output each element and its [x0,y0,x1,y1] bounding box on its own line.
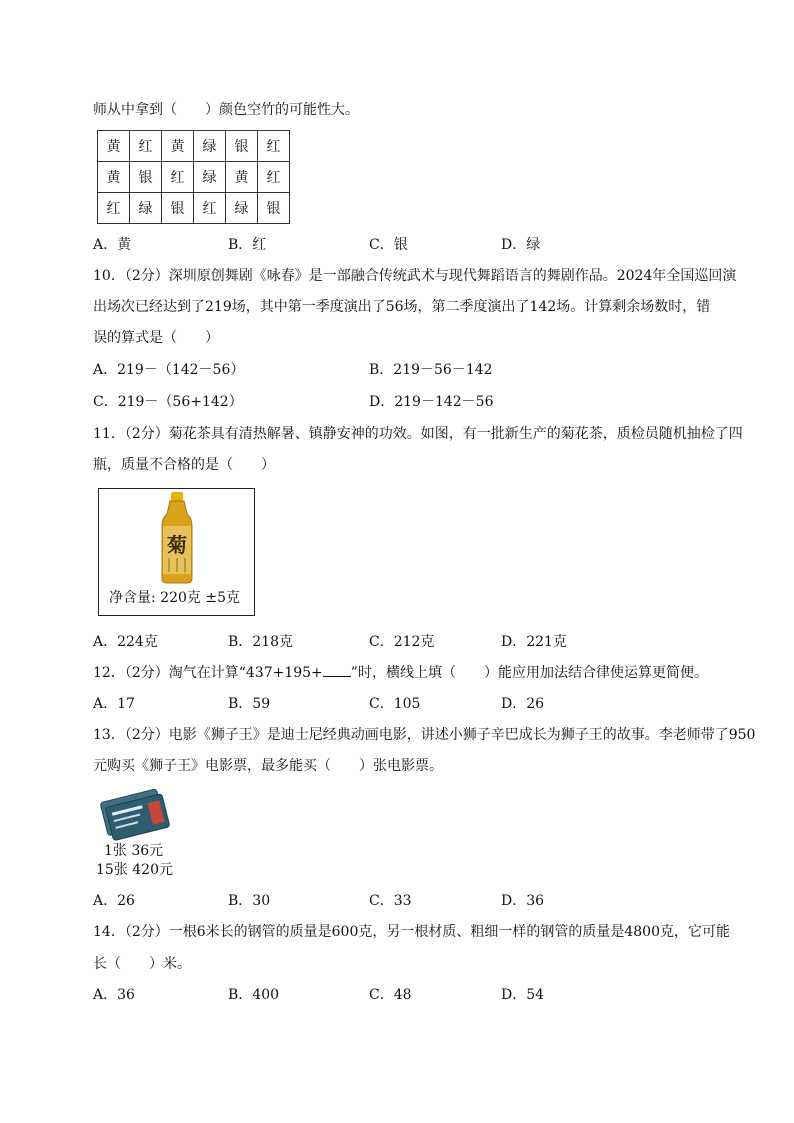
q11-option-b[interactable]: B．218克 [228,634,294,650]
grid-cell: 黄 [226,162,258,193]
q10-option-a[interactable]: A．219－（142－56） [93,362,245,378]
q14-line1: 14．（2分）一根6米长的钢管的质量是600克，另一根材质、粗细一样的钢管的质量是4800克，它可能 [93,924,730,940]
answer-blank [323,663,351,677]
q9-option-c[interactable]: C．银 [369,237,408,253]
q12-text-post: ”时，横线上填（ ）能应用加法结合律使运算更简便。 [350,665,708,681]
q13-line1: 13．（2分）电影《狮子王》是迪士尼经典动画电影，讲述小狮子辛巴成长为狮子王的故事。李老师带了950 [93,727,756,743]
bottle-label-text: 菊 [167,533,187,557]
q10-option-b[interactable]: B．219－56－142 [369,362,493,378]
q14-option-a[interactable]: A．36 [93,987,135,1003]
tea-bottle-image [157,492,197,584]
table-row [98,162,290,193]
price-single: 1张 36元 [104,843,164,859]
q10-line1: 10．（2分）深圳原创舞剧《咏春》是一部融合传统武术与现代舞蹈语言的舞剧作品。2024年全国巡回演 [93,268,737,284]
grid-cell: 红 [130,131,162,162]
q14-line2: 长（ ）米。 [93,956,191,972]
grid-cell: 银 [130,162,162,193]
movie-tickets-image [98,787,170,843]
grid-cell: 银 [258,193,290,224]
q9-option-a[interactable]: A．黄 [93,237,132,253]
q12-option-b[interactable]: B．59 [228,696,271,712]
q11-option-d[interactable]: D．221克 [501,634,567,650]
grid-cell: 黄 [98,131,130,162]
q11-line2: 瓶，质量不合格的是（ ） [93,457,275,473]
q10-option-c[interactable]: C．219－（56+142） [93,394,243,410]
grid-cell: 银 [226,131,258,162]
q12-option-c[interactable]: C．105 [369,696,421,712]
q13-line2: 元购买《狮子王》电影票，最多能买（ ）张电影票。 [93,758,443,774]
q14-option-c[interactable]: C．48 [369,987,412,1003]
grid-cell: 绿 [226,193,258,224]
grid-cell: 红 [258,162,290,193]
table-row [98,193,290,224]
q11-option-a[interactable]: A．224克 [93,634,158,650]
q11-option-c[interactable]: C．212克 [369,634,435,650]
tea-bottle-figure [98,488,255,616]
grid-cell: 红 [162,162,194,193]
grid-cell: 绿 [194,162,226,193]
q12-text-pre: 12．（2分）淘气在计算“437+195+ [93,665,323,681]
grid-cell: 红 [194,193,226,224]
grid-cell: 绿 [194,131,226,162]
q10-line2: 出场次已经达到了219场，其中第一季度演出了56场，第二季度演出了142场。计算剩余场数时，错 [93,299,711,315]
color-grid-table [97,130,290,224]
q9-option-d[interactable]: D．绿 [501,237,541,253]
q9-text: 师从中拿到（ ）颜色空竹的可能性大。 [93,102,359,118]
grid-cell: 黄 [162,131,194,162]
q14-option-b[interactable]: B．400 [228,987,280,1003]
q9-option-b[interactable]: B．红 [228,237,267,253]
grid-cell: 红 [258,131,290,162]
q14-option-d[interactable]: D．54 [501,987,545,1003]
q13-option-b[interactable]: B．30 [228,893,271,909]
q13-option-c[interactable]: C．33 [369,893,412,909]
q13-option-d[interactable]: D．36 [501,893,545,909]
price-bundle: 15张 420元 [96,862,173,878]
grid-cell: 银 [162,193,194,224]
q11-line1: 11．（2分）菊花茶具有清热解暑、镇静安神的功效。如图，有一批新生产的菊花茶，质检员随机抽检了四 [93,426,743,442]
q10-option-d[interactable]: D．219－142－56 [369,394,494,410]
table-row [98,131,290,162]
grid-cell: 红 [98,193,130,224]
q13-option-a[interactable]: A．26 [93,893,135,909]
bottle-cap [171,492,183,501]
q10-line3: 误的算式是（ ） [93,330,219,346]
net-weight-caption: 净含量: 220克 ±5克 [109,590,240,606]
grid-cell: 黄 [98,162,130,193]
grid-cell: 绿 [130,193,162,224]
q12-line [93,663,708,683]
q12-option-a[interactable]: A．17 [93,696,135,712]
q12-option-d[interactable]: D．26 [501,696,545,712]
